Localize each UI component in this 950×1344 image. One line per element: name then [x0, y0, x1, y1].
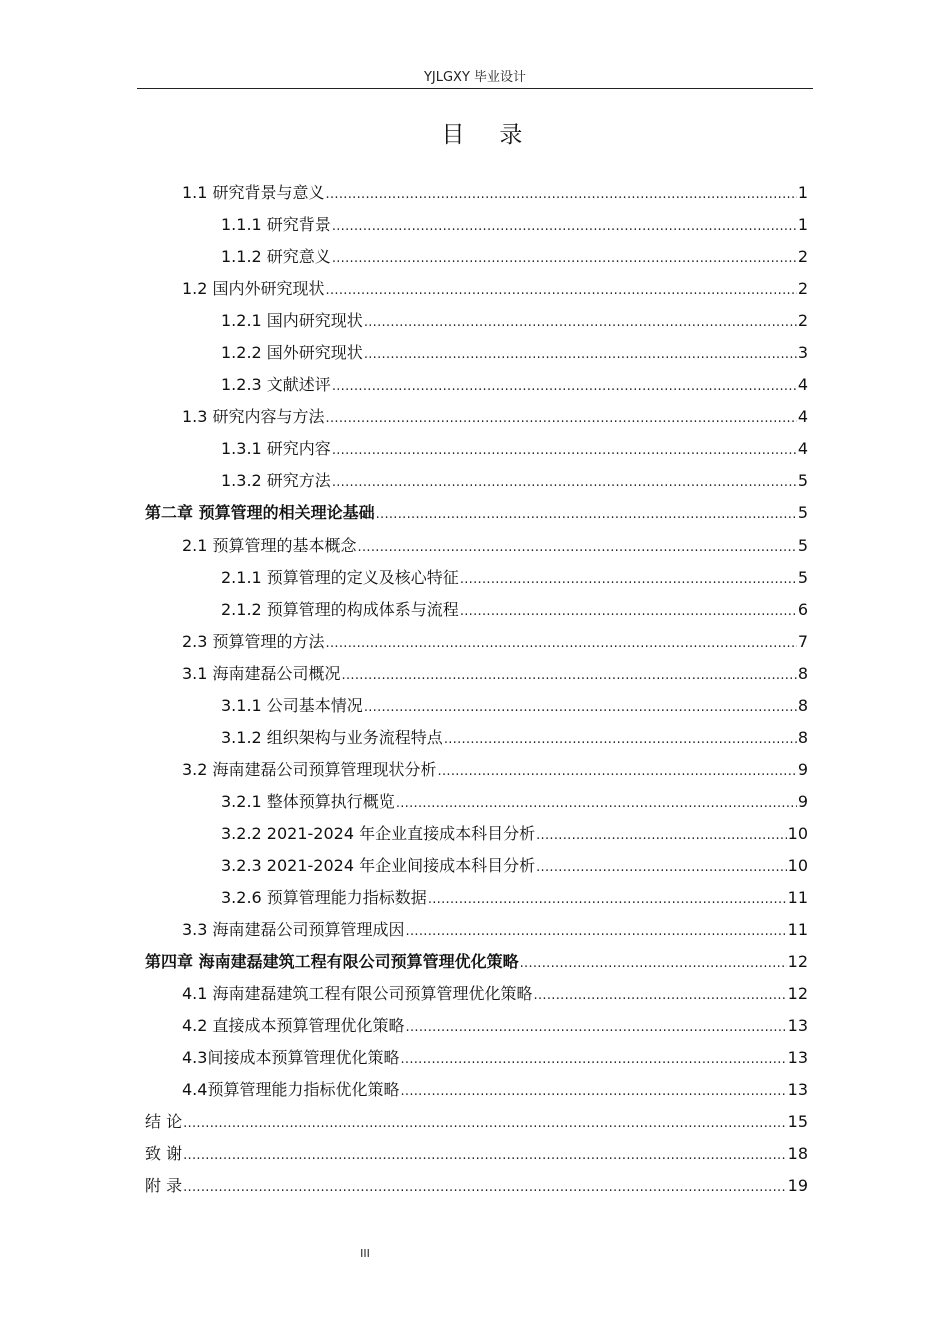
toc-entry-label: 附 录	[145, 1176, 183, 1196]
toc-entry-page: 13	[787, 1048, 808, 1068]
toc-leader-dots	[376, 507, 797, 522]
toc-entry-label: 3.1 海南建磊公司概况	[182, 663, 341, 683]
toc-entry-page: 7	[797, 631, 808, 651]
toc-entry[interactable]	[145, 629, 808, 661]
toc-entry-page: 15	[787, 1112, 808, 1132]
toc-leader-dots	[460, 604, 797, 619]
toc-leader-dots	[332, 475, 797, 490]
toc-entry[interactable]	[145, 308, 808, 340]
toc-entry[interactable]	[145, 1141, 808, 1173]
toc-leader-dots	[183, 1116, 787, 1131]
toc-leader-dots	[520, 956, 787, 971]
toc-entry[interactable]	[145, 1045, 808, 1077]
toc-leader-dots	[400, 1084, 786, 1099]
toc-leader-dots	[326, 636, 797, 651]
toc-entry[interactable]	[145, 821, 808, 853]
toc-entry-label: 1.2.2 国外研究现状	[221, 343, 363, 363]
toc-entry-label: 结 论	[145, 1112, 183, 1132]
toc-entry-page: 13	[787, 1016, 808, 1036]
toc-entry-label: 4.3间接成本预算管理优化策略	[182, 1048, 400, 1068]
toc-entry-page: 4	[797, 375, 808, 395]
toc-entry-label: 3.2.6 预算管理能力指标数据	[221, 888, 427, 908]
toc-entry[interactable]	[145, 533, 808, 565]
toc-leader-dots	[332, 379, 797, 394]
toc-leader-dots	[364, 347, 797, 362]
toc-entry-page: 12	[787, 984, 808, 1004]
toc-entry[interactable]	[145, 468, 808, 500]
toc-leader-dots	[428, 892, 787, 907]
toc-entry-page: 19	[787, 1176, 808, 1196]
toc-entry-label: 3.2 海南建磊公司预算管理现状分析	[182, 759, 437, 779]
toc-leader-dots	[460, 572, 797, 587]
toc-entry-page: 6	[797, 599, 808, 619]
toc-leader-dots	[438, 764, 797, 779]
toc-leader-dots	[332, 219, 797, 234]
toc-entry-page: 1	[797, 183, 808, 202]
toc-entry[interactable]	[145, 1013, 808, 1045]
toc-entry-label: 3.2.1 整体预算执行概览	[221, 791, 395, 811]
toc-entry[interactable]	[145, 853, 808, 885]
toc-leader-dots	[534, 988, 787, 1003]
toc-entry[interactable]	[145, 372, 808, 404]
toc-leader-dots	[326, 411, 797, 426]
toc-entry-page: 11	[787, 920, 808, 940]
toc-entry-page: 5	[797, 471, 808, 491]
toc-entry[interactable]	[145, 404, 808, 436]
toc-entry-label: 1.1.2 研究意义	[221, 247, 331, 267]
toc-entry-label: 3.1.1 公司基本情况	[221, 695, 363, 715]
toc-entry-page: 5	[797, 503, 808, 523]
toc-leader-dots	[536, 860, 787, 875]
toc-entry-label: 3.2.3 2021-2024 年企业间接成本科目分析	[221, 855, 536, 875]
toc-leader-dots	[183, 1180, 787, 1195]
toc-entry[interactable]	[145, 244, 808, 276]
toc-entry-label: 致 谢	[145, 1144, 183, 1164]
toc-entry-label: 2.1 预算管理的基本概念	[182, 535, 357, 555]
toc-entry[interactable]	[145, 500, 808, 532]
toc-entry[interactable]	[145, 917, 808, 949]
toc-entry-page: 18	[787, 1144, 808, 1164]
toc-entry-page: 2	[797, 247, 808, 267]
toc-leader-dots	[396, 796, 797, 811]
toc-entry-page: 10	[787, 855, 808, 875]
toc-title: 目 录	[441, 122, 537, 148]
toc-entry-page: 4	[797, 439, 808, 459]
toc-leader-dots	[326, 187, 797, 202]
toc-leader-dots	[358, 540, 797, 555]
toc-entry-page: 11	[787, 888, 808, 908]
toc-entry[interactable]	[145, 340, 808, 372]
toc-entry-page: 1	[797, 215, 808, 235]
toc-entry-label: 1.3.1 研究内容	[221, 439, 331, 459]
toc-entry[interactable]	[145, 757, 808, 789]
toc-entry-page: 10	[787, 823, 808, 843]
toc-entry-page: 8	[797, 695, 808, 715]
toc-entry[interactable]	[145, 885, 808, 917]
toc-entry-page: 5	[797, 567, 808, 587]
toc-leader-dots	[400, 1052, 786, 1067]
header-divider	[137, 88, 813, 89]
toc-entry[interactable]	[145, 981, 808, 1013]
toc-entry[interactable]	[145, 1109, 808, 1141]
toc-leader-dots	[364, 700, 797, 715]
toc-entry-page: 8	[797, 727, 808, 747]
page-header: YJLGXY 毕业设计	[423, 70, 527, 85]
toc-entry-label: 1.3 研究内容与方法	[182, 407, 325, 427]
toc-entry-page: 2	[797, 311, 808, 331]
toc-leader-dots	[326, 283, 797, 298]
toc-leader-dots	[536, 828, 787, 843]
toc-entry[interactable]	[145, 661, 808, 693]
toc-entry[interactable]	[145, 212, 808, 244]
toc-leader-dots	[406, 1020, 787, 1035]
toc-entry[interactable]	[145, 1173, 808, 1205]
toc-entry-label: 1.1.1 研究背景	[221, 215, 331, 235]
toc-entry[interactable]	[145, 725, 808, 757]
toc-entry-page: 8	[797, 663, 808, 683]
toc-leader-dots	[332, 251, 797, 266]
toc-entry-page: 9	[797, 759, 808, 779]
toc-entry-label: 1.1 研究背景与意义	[182, 183, 325, 202]
toc-entry[interactable]	[145, 789, 808, 821]
toc-entry-label: 3.3 海南建磊公司预算管理成因	[182, 920, 405, 940]
page-number: III	[360, 1247, 370, 1260]
toc-entry[interactable]	[145, 597, 808, 629]
toc-entry-label: 2.1.2 预算管理的构成体系与流程	[221, 599, 459, 619]
toc-entry-label: 2.3 预算管理的方法	[182, 631, 325, 651]
toc-entry-label: 1.3.2 研究方法	[221, 471, 331, 491]
toc-entry-label: 1.2.1 国内研究现状	[221, 311, 363, 331]
toc-entry[interactable]	[145, 949, 808, 981]
toc-entry-label: 2.1.1 预算管理的定义及核心特征	[221, 567, 459, 587]
toc-leader-dots	[444, 732, 797, 747]
toc-entry[interactable]	[145, 693, 808, 725]
toc-entry-label: 4.2 直接成本预算管理优化策略	[182, 1016, 405, 1036]
toc-entry[interactable]	[145, 1077, 808, 1109]
toc-entry-label: 4.1 海南建磊建筑工程有限公司预算管理优化策略	[182, 984, 533, 1004]
toc-leader-dots	[342, 668, 797, 683]
toc-entry-page: 12	[787, 952, 808, 972]
toc-entry-page: 5	[797, 535, 808, 555]
toc-entry-page: 3	[797, 343, 808, 363]
toc-entry-label: 第二章 预算管理的相关理论基础	[145, 503, 375, 523]
toc-entry-label: 1.2 国内外研究现状	[182, 279, 325, 299]
toc-entry-label: 1.2.3 文献述评	[221, 375, 331, 395]
toc-entry[interactable]	[145, 276, 808, 308]
toc-leader-dots	[332, 443, 797, 458]
toc-entry-page: 13	[787, 1080, 808, 1100]
toc-entry[interactable]	[145, 436, 808, 468]
toc-entry-page: 2	[797, 279, 808, 299]
table-of-contents	[145, 180, 808, 1206]
toc-entry[interactable]	[145, 180, 808, 212]
toc-leader-dots	[364, 315, 797, 330]
toc-entry-page: 9	[797, 791, 808, 811]
toc-entry-label: 3.2.2 2021-2024 年企业直接成本科目分析	[221, 823, 536, 843]
toc-leader-dots	[183, 1148, 787, 1163]
toc-entry-label: 4.4预算管理能力指标优化策略	[182, 1080, 400, 1100]
toc-leader-dots	[406, 924, 787, 939]
toc-entry-page: 4	[797, 407, 808, 427]
toc-entry-label: 3.1.2 组织架构与业务流程特点	[221, 727, 443, 747]
toc-entry[interactable]	[145, 565, 808, 597]
toc-entry-label: 第四章 海南建磊建筑工程有限公司预算管理优化策略	[145, 952, 519, 972]
